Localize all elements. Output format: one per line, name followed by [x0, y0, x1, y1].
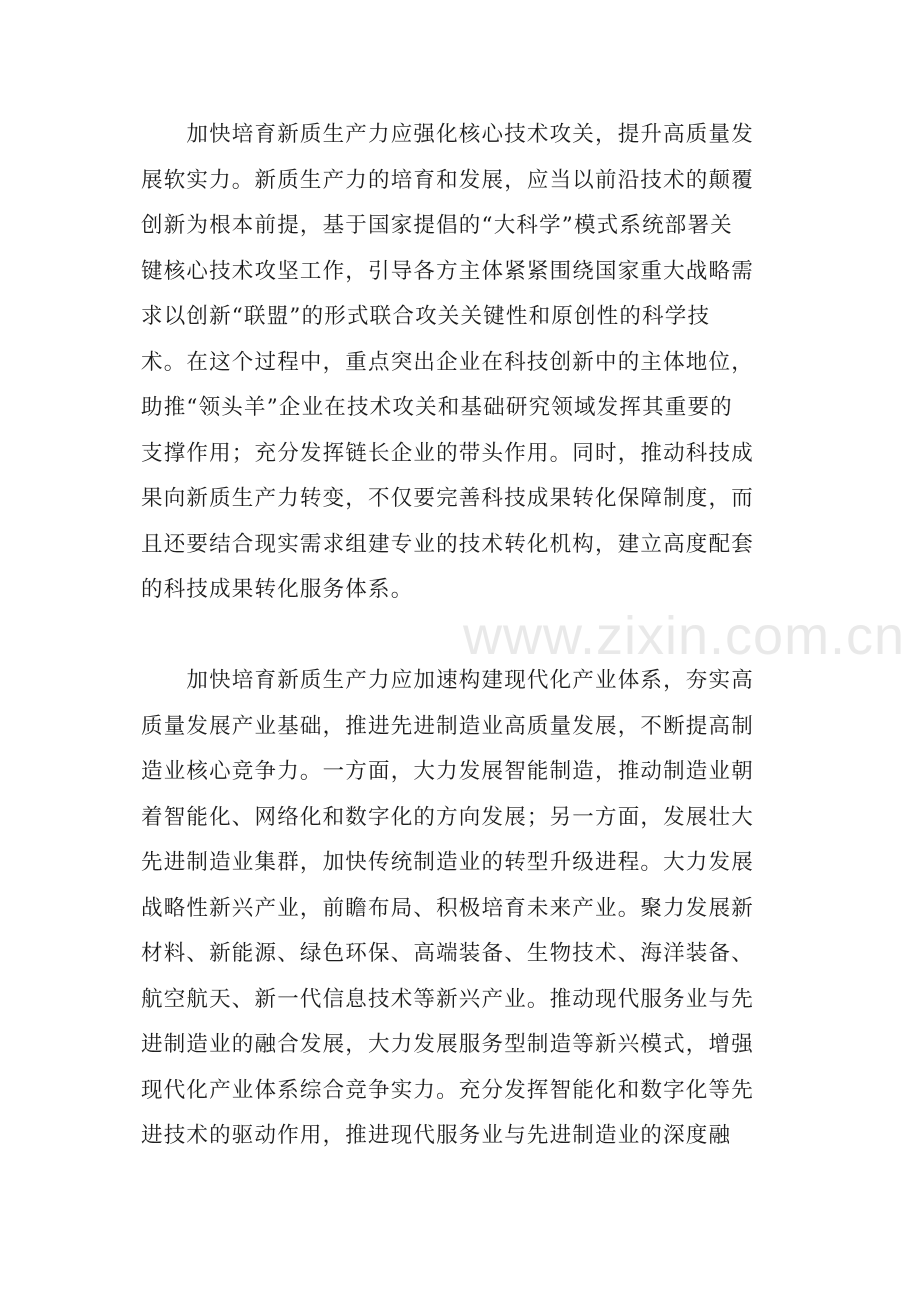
text-line: 先进制造业集群，加快传统制造业的转型升级进程。大力发展: [141, 850, 754, 875]
text-line: 进技术的驱动作用，推进现代服务业与先进制造业的深度融: [141, 1123, 732, 1148]
text-line: 的科技成果转化服务体系。: [141, 577, 414, 602]
text-line: 展软实力。新质生产力的培育和发展，应当以前沿技术的颠覆: [141, 167, 754, 193]
text-line: 助推“领头羊”企业在技术攻关和基础研究领域发挥其重要的: [141, 395, 733, 420]
text-line: 质量发展产业基础，推进先进制造业高质量发展，不断提高制: [141, 713, 754, 739]
text-line: 键核心技术攻坚工作，引导各方主体紧紧围绕国家重大战略需: [141, 258, 754, 284]
text-line: 且还要结合现实需求组建专业的技术转化机构，建立高度配套: [141, 531, 754, 557]
text-line: 创新为根本前提，基于国家提倡的“大科学”模式系统部署关: [141, 213, 733, 238]
text-line: 加快培育新质生产力应强化核心技术攻关，提升高质量发: [141, 122, 754, 147]
text-line: 现代化产业体系综合竞争实力。充分发挥智能化和数字化等先: [141, 1077, 754, 1103]
text-line: 材料、新能源、绿色环保、高端装备、生物技术、海洋装备、: [141, 941, 754, 966]
text-line: 进制造业的融合发展，大力发展服务型制造等新兴模式，增强: [141, 1032, 754, 1057]
text-line: 战略性新兴产业，前瞻布局、积极培育未来产业。聚力发展新: [141, 895, 754, 921]
text-line: 加快培育新质生产力应加速构建现代化产业体系，夯实高: [141, 668, 754, 693]
text-line: 着智能化、网络化和数字化的方向发展；另一方面，发展壮大: [141, 804, 754, 830]
text-line: 造业核心竞争力。一方面，大力发展智能制造，推动制造业朝: [141, 759, 754, 784]
text-line: 航空航天、新一代信息技术等新兴产业。推动现代服务业与先: [141, 986, 754, 1012]
paragraph-tech-breakthrough: [141, 112, 781, 613]
paragraph-industrial-system: [141, 658, 781, 1159]
watermark: www.zixin.com.cn: [463, 606, 906, 666]
text-line: 术。在这个过程中，重点突出企业在科技创新中的主体地位，: [141, 349, 754, 375]
text-line: 果向新质生产力转变，不仅要完善科技成果转化保障制度，而: [141, 486, 754, 511]
text-line: 支撑作用；充分发挥链长企业的带头作用。同时，推动科技成: [141, 440, 754, 466]
text-line: 求以创新“联盟”的形式联合攻关关键性和原创性的科学技: [141, 304, 711, 329]
